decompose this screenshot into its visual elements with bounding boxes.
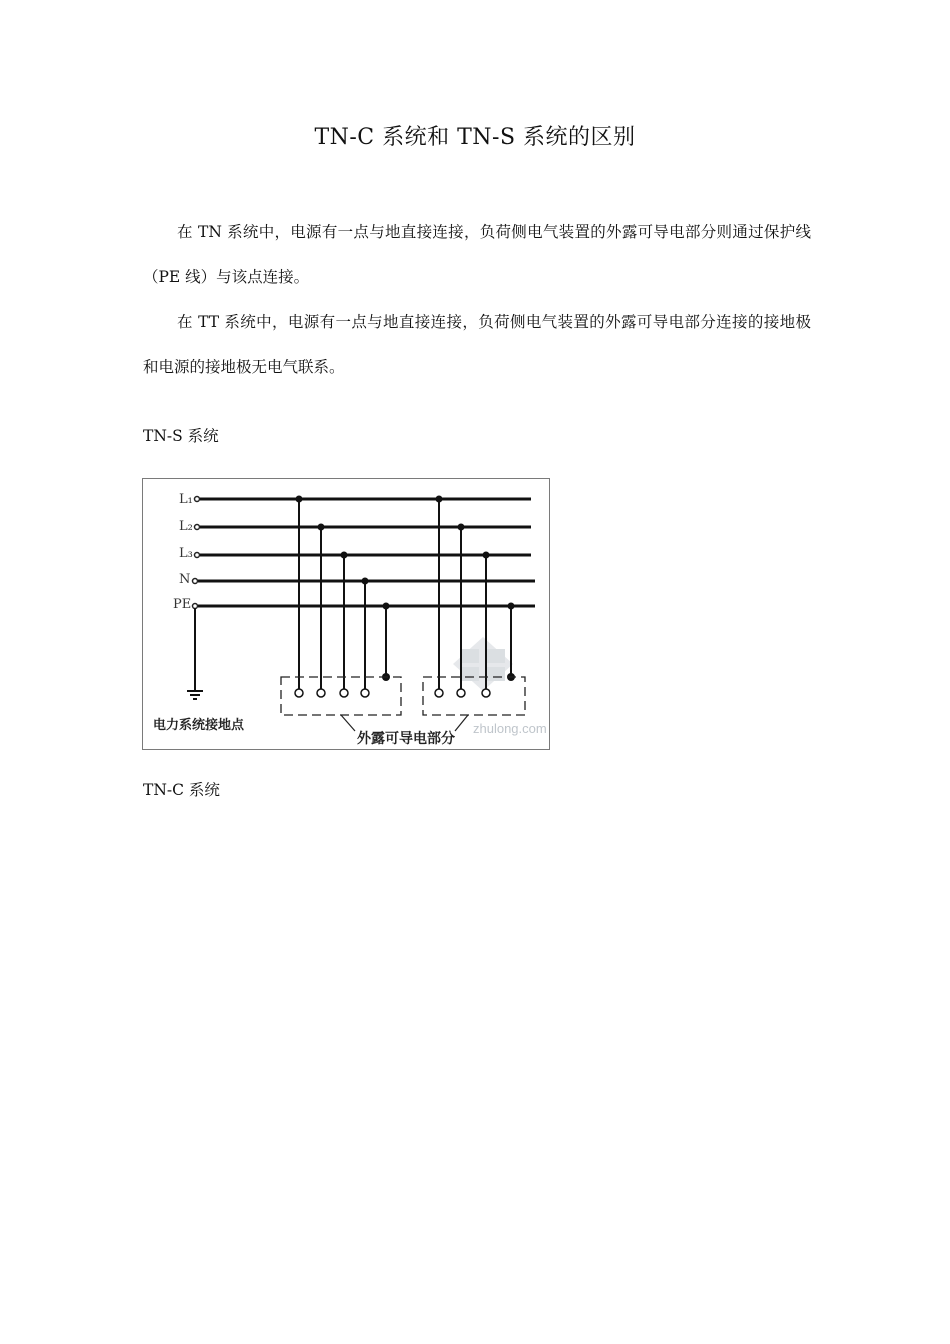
line-label-n: N — [179, 572, 191, 587]
line-label-l1: L₁ — [179, 492, 193, 507]
terminal-l3 — [195, 553, 200, 558]
ground-point-label: 电力系统接地点 — [153, 718, 245, 733]
section-label-tnc: TN-C 系统 — [143, 781, 220, 799]
line-label-l3: L₃ — [179, 546, 193, 561]
section-label-tns: TN-S 系统 — [143, 427, 219, 445]
tns-wiring-diagram — [142, 478, 550, 750]
document-title: TN-C 系统和 TN-S 系统的区别 — [314, 125, 636, 150]
watermark-text: zhulong.com — [473, 721, 547, 736]
terminal-l1 — [195, 497, 200, 502]
paragraph-tn-system: 在 TN 系统中，电源有一点与地直接连接，负荷侧电气装置的外露可导电部分则通过保护线（PE 线）与该点连接。 — [143, 223, 811, 286]
exposed-conductive-parts-label: 外露可导电部分 — [357, 731, 455, 747]
callout-line-right — [455, 715, 468, 731]
terminal-n — [193, 579, 198, 584]
terminal-l2 — [195, 525, 200, 530]
line-label-pe: PE — [173, 597, 192, 612]
callout-line-left — [341, 715, 355, 731]
line-label-l2: L₂ — [179, 519, 193, 534]
paragraph-tt-system: 在 TT 系统中，电源有一点与地直接连接，负荷侧电气装置的外露可导电部分连接的接地极和电源的接地极无电气联系。 — [143, 313, 811, 376]
terminal-pe — [193, 604, 198, 609]
